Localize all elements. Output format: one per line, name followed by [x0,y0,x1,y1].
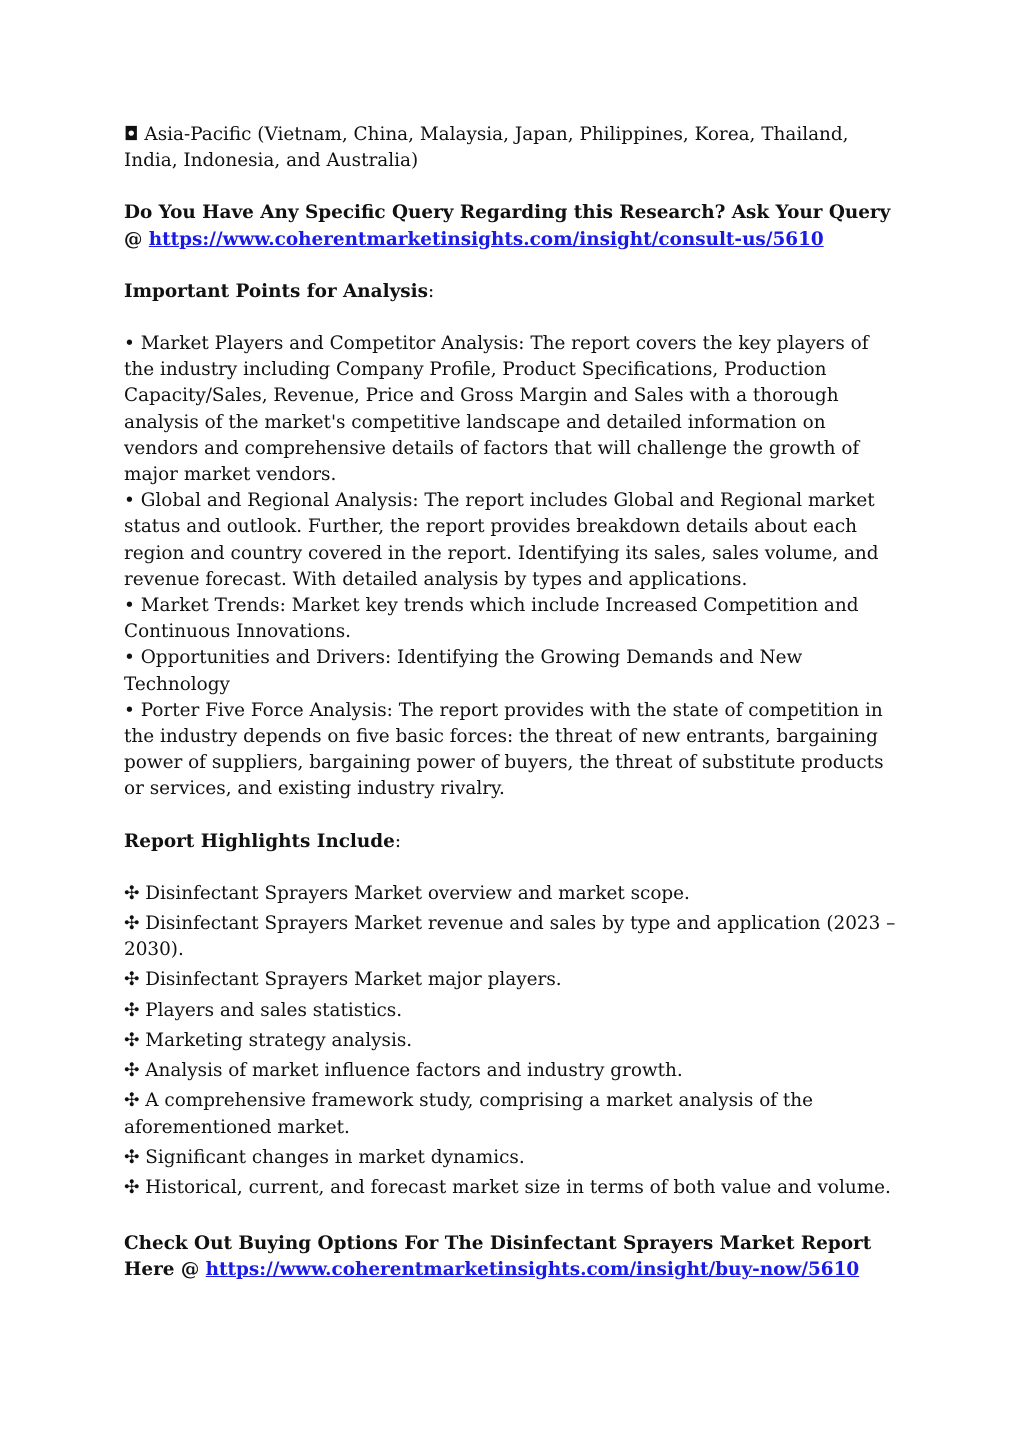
bullet-icon: • [124,647,135,669]
list-item-text: Historical, current, and forecast market size in terms of both value and volume. [145,1176,891,1198]
bullet-icon: • [124,490,135,512]
important-points-heading [124,279,904,305]
list-item-text: Disinfectant Sprayers Market revenue and sales by type and application (2023 – 2030). [124,913,896,961]
list-item [124,998,904,1024]
list-item-text: A comprehensive framework study, comprising a market analysis of the aforementioned market. [124,1090,814,1138]
four-petal-icon: ✣ [124,1060,140,1082]
four-petal-icon: ✣ [124,1146,140,1168]
four-petal-icon: ✣ [124,913,140,935]
query-text: Do You Have Any Specific Query Regarding this Research? Ask Your Query @ [124,202,891,250]
buy-paragraph [124,1231,904,1283]
important-points-list [124,331,904,803]
list-item-text: Disinfectant Sprayers Market major players. [145,969,562,991]
bullet-icon: • [124,333,135,355]
list-item-text: Market Trends: Market key trends which include Increased Competition and Continuous Innovations. [124,595,859,643]
buy-now-link[interactable]: https://www.coherentmarketinsights.com/insight/buy-now/5610 [205,1259,860,1281]
bullet-icon: • [124,699,135,721]
four-petal-icon: ✣ [124,1029,140,1051]
region-item [124,122,904,174]
four-petal-icon: ✣ [124,882,140,904]
document-page [124,122,904,1284]
list-item-text: Disinfectant Sprayers Market overview and market scope. [145,882,690,904]
list-item-text: Significant changes in market dynamics. [145,1146,525,1168]
query-paragraph [124,200,904,252]
list-item-text: Market Players and Competitor Analysis: The report covers the key players of the industry including Company Profile, Product Specifications, Production Capacity/Sales, Revenue, Price and Gross Margin and Sales with a thorough analysis of the market's competitive landscape and detailed information on vendors and comprehensive details of factors that will challenge the growth of major market vendors. [124,333,869,486]
list-item [124,1028,904,1054]
list-item [124,1145,904,1171]
list-item [124,331,904,488]
consult-us-link[interactable]: https://www.coherentmarketinsights.com/insight/consult-us/5610 [148,228,824,250]
four-petal-icon: ✣ [124,1090,140,1112]
list-item [124,1058,904,1084]
region-item-text: Asia-Pacific (Vietnam, China, Malaysia, Japan, Philippines, Korea, Thailand, India, Indonesia, and Australia) [124,124,849,172]
four-petal-icon: ✣ [124,969,140,991]
list-item [124,911,904,963]
square-bullet-icon: ◘ [124,124,139,145]
list-item [124,645,904,697]
list-item [124,698,904,803]
list-item [124,593,904,645]
highlights-list [124,881,904,1201]
list-item [124,881,904,907]
four-petal-icon: ✣ [124,999,140,1021]
list-item-text: Global and Regional Analysis: The report includes Global and Regional market status and outlook. Further, the report provides breakdown details about each region and country covered in the report. Identifying its sales, sales volume, and revenue forecast. With detailed analysis by types and applications. [124,490,879,590]
list-item [124,488,904,593]
bullet-icon: • [124,595,135,617]
list-item-text: Marketing strategy analysis. [145,1029,413,1051]
highlights-colon: : [394,830,402,852]
buy-text: Check Out Buying Options For The Disinfectant Sprayers Market Report Here @ [124,1233,872,1281]
important-points-heading-text: Important Points for Analysis [124,280,428,302]
important-points-colon: : [427,280,435,302]
list-item-text: Opportunities and Drivers: Identifying the Growing Demands and New Technology [124,647,803,695]
highlights-heading [124,829,904,855]
highlights-heading-text: Report Highlights Include [124,830,395,852]
list-item-text: Players and sales statistics. [145,999,403,1021]
list-item [124,1175,904,1201]
four-petal-icon: ✣ [124,1176,140,1198]
list-item-text: Porter Five Force Analysis: The report provides with the state of competition in the industry depends on five basic forces: the threat of new entrants, bargaining power of suppliers, bargaining power of buyers, the threat of substitute products or services, and existing industry rivalry. [124,699,884,800]
list-item [124,1088,904,1140]
list-item-text: Analysis of market influence factors and industry growth. [145,1060,683,1082]
list-item [124,967,904,993]
